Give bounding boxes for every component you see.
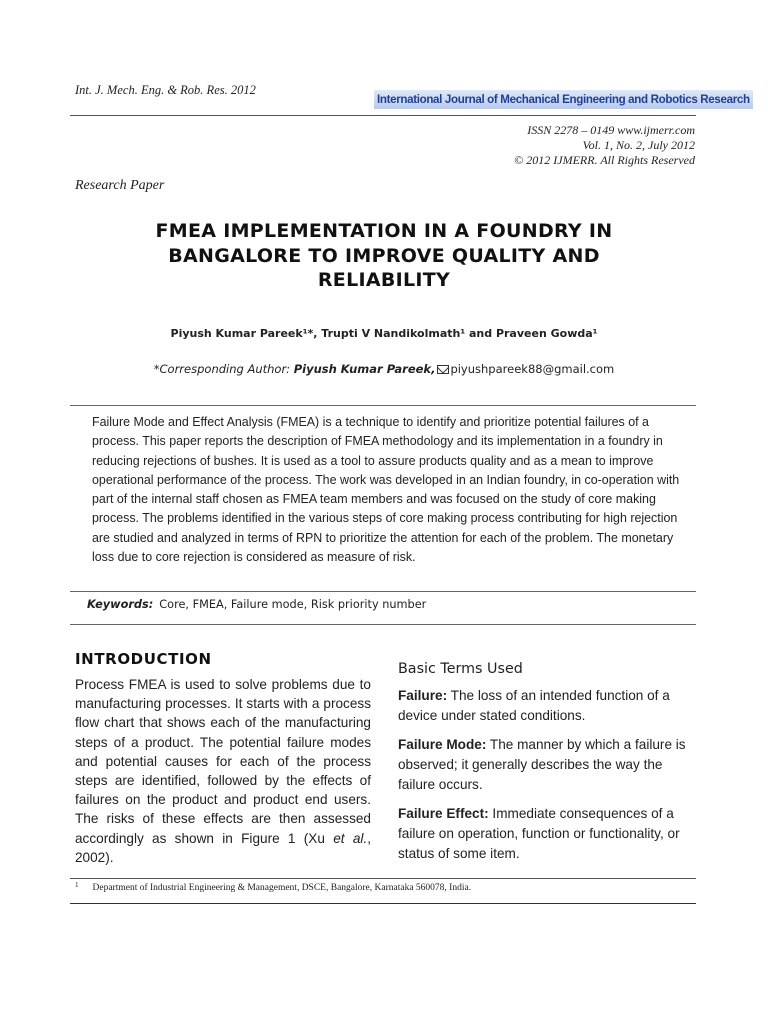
term-definition: Immediate consequences of a failure on operation, function or functionality, or status of some item. <box>398 806 680 861</box>
term-name: Failure Mode: <box>398 737 487 752</box>
footnote-text: Department of Industrial Engineering & Management, DSCE, Bangalore, Karnataka 560078, India. <box>92 883 472 893</box>
abstract-top-rule <box>70 405 696 406</box>
paper-type: Research Paper <box>75 178 165 193</box>
journal-logo-text: International Journal of Mechanical Engineering and Robotics Research <box>374 90 753 109</box>
keywords-bottom-rule <box>70 624 696 625</box>
term-name: Failure Effect: <box>398 806 489 821</box>
journal-abbreviation: Int. J. Mech. Eng. & Rob. Res. 2012 <box>75 83 256 97</box>
issn-line: ISSN 2278 – 0149 www.ijmerr.com <box>527 123 695 137</box>
author-list: Piyush Kumar Pareek¹*, Trupti V Nandikolmath¹ and Praveen Gowda¹ <box>170 327 598 340</box>
term-definition: The loss of an intended function of a device under stated conditions. <box>398 688 670 723</box>
corresponding-email[interactable]: piyushpareek88@gmail.com <box>450 362 615 376</box>
keywords <box>87 598 426 611</box>
volume-line: Vol. 1, No. 2, July 2012 <box>582 138 695 152</box>
introduction-text-end: , 2002). <box>75 830 371 865</box>
paper-title-line: FMEA IMPLEMENTATION IN A FOUNDRY IN <box>155 220 613 242</box>
corresponding-name: Piyush Kumar Pareek, <box>293 362 436 376</box>
introduction-body <box>75 675 371 867</box>
corresponding-label: *Corresponding Author: <box>153 362 291 376</box>
page-bottom-rule <box>70 903 696 904</box>
term-failure <box>398 686 696 726</box>
footnote-divider <box>70 878 696 879</box>
header-divider <box>70 115 696 116</box>
abstract: Failure Mode and Effect Analysis (FMEA) is a technique to identify and prioritize potential failures of a process. This paper reports the description of FMEA methodology and its implementation in a foundry in reducing rejections of bushes. It is used as a tool to assure products quality and as a mean to improve operational performance of the process. The work was developed in an Indian foundry, in co-operation with part of the internal staff chosen as FMEA team members and was focused on the study of core making process. The problems identified in the various steps of core making process contributing for high rejection are studied and analyzed in terms of RPN to prioritize the attention for each of the problem. The monetary loss due to core rejection is considered as measure of risk. <box>92 415 680 565</box>
term-failure-mode <box>398 735 696 795</box>
paper-title <box>70 219 698 293</box>
copyright-line: © 2012 IJMERR. All Rights Reserved <box>514 153 695 167</box>
term-name: Failure: <box>398 688 448 703</box>
journal-logo <box>372 84 750 114</box>
footnote-mark: 1 <box>75 881 79 889</box>
footnote <box>75 881 471 893</box>
keywords-label: Keywords: <box>87 598 154 611</box>
basic-terms-heading: Basic Terms Used <box>398 661 523 677</box>
introduction-text: Process FMEA is used to solve problems due to manufacturing processes. It starts with a process flow chart that shows each of the manufacturing steps of a product. The potential failure modes and potential causes for each of the process steps are identified, followed by the effects of failures on the product and product end users. The risks of these effects are then assessed accordingly as shown in Figure 1 (Xu <box>75 677 371 846</box>
introduction-heading: INTRODUCTION <box>75 650 212 668</box>
paper-title-line: BANGALORE TO IMPROVE QUALITY AND <box>168 244 600 267</box>
paper-title-line: RELIABILITY <box>317 269 451 291</box>
term-definition: The manner by which a failure is observed; it generally describes the way the failure occurs. <box>398 737 686 792</box>
introduction-citation-italic: et al. <box>333 830 368 846</box>
corresponding-author <box>70 362 698 376</box>
mail-icon <box>437 365 449 374</box>
keywords-text: Core, FMEA, Failure mode, Risk priority number <box>159 598 427 611</box>
abstract-bottom-rule <box>70 591 696 592</box>
term-failure-effect <box>398 804 696 864</box>
